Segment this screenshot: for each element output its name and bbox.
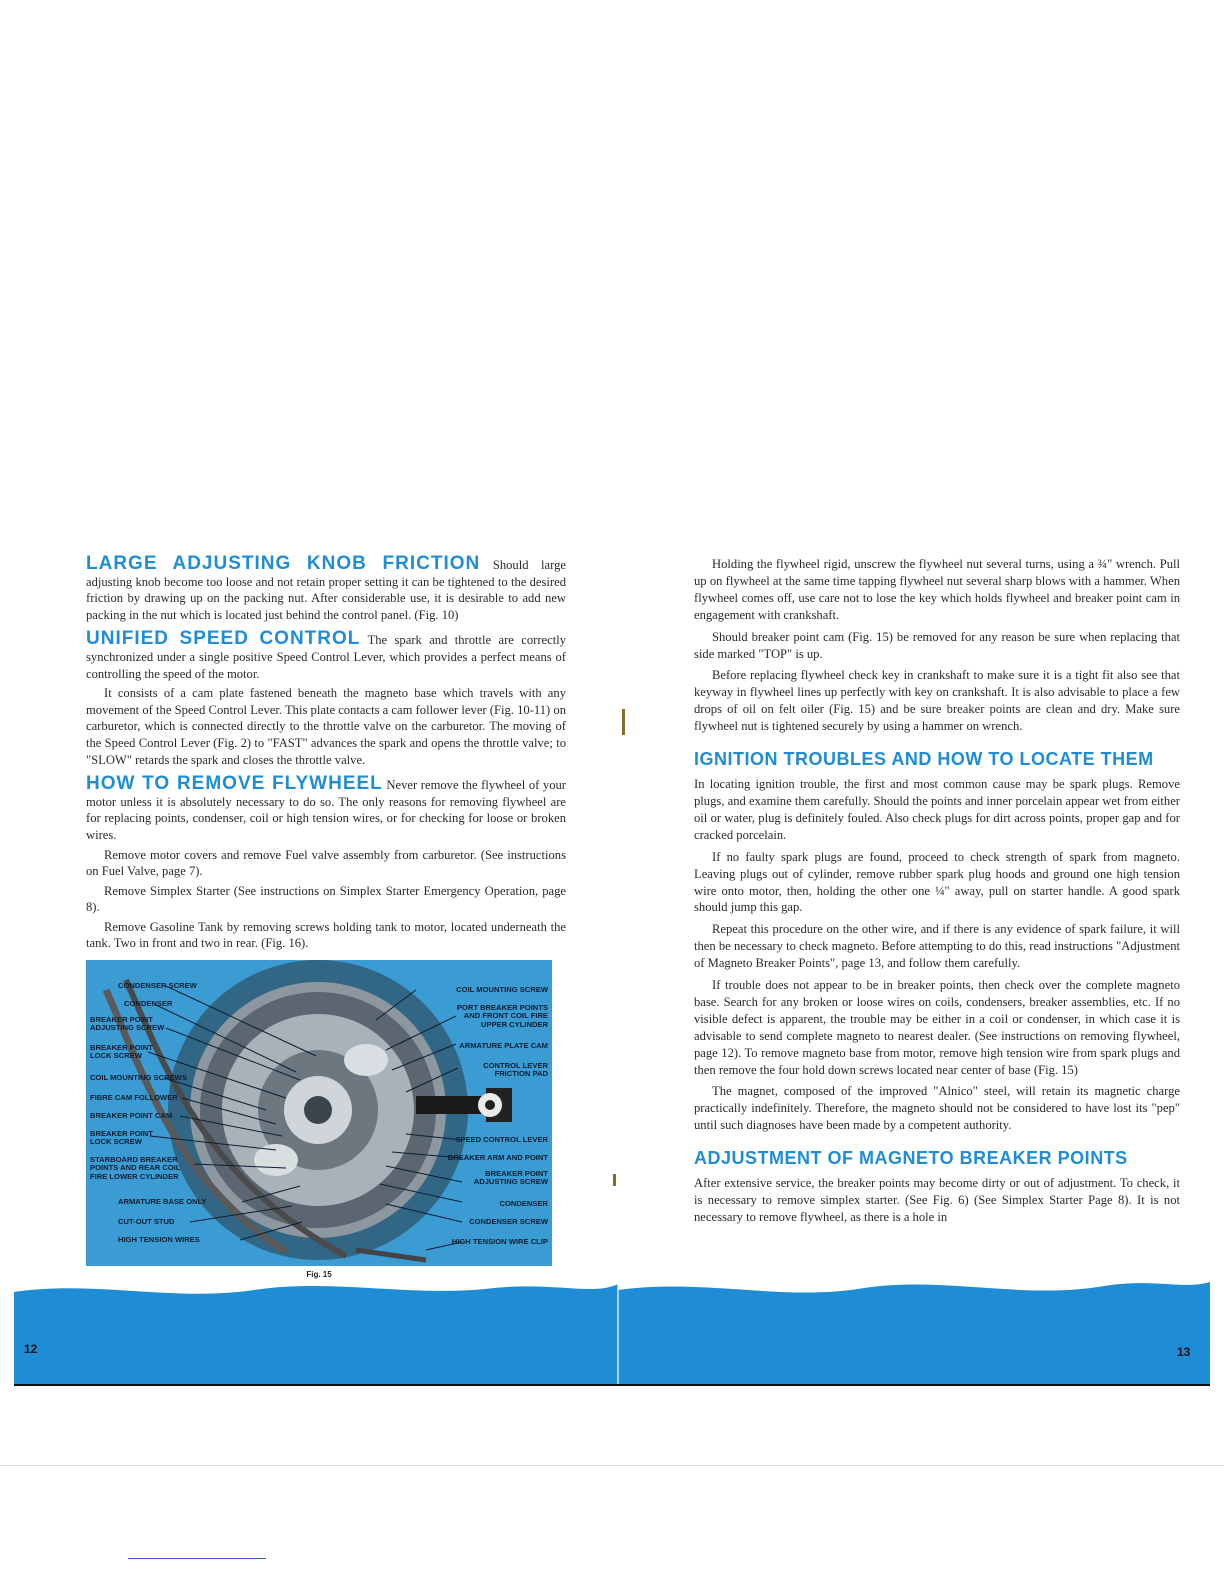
speed-control-text: The spark and throttle are correctly synchronized under a single positive Speed Control Lever, which provides a perfect means of controlling the speed of the motor.: [86, 633, 567, 681]
flywheel-heading: HOW TO REMOVE FLYWHEEL: [86, 773, 383, 795]
adjustment-heading: ADJUSTMENT OF MAGNETO BREAKER POINTS: [694, 1148, 1128, 1169]
knob-friction-heading: LARGE ADJUSTING KNOB FRICTION: [86, 553, 481, 574]
label-control-lever-friction-pad: CONTROL LEVER FRICTION PAD: [483, 1061, 548, 1079]
label-cut-out-stud: CUT-OUT STUD: [118, 1217, 175, 1227]
spine-mark-2: [613, 1174, 616, 1186]
flywheel-removal-paragraph: Holding the flywheel rigid, unscrew the flywheel nut several turns, using a ¾" wrench. Pull up on flywheel at the same time tapping flywheel nut several sharp blows with a hammer. When flywheel comes off, use care not to lose the key which holds flywheel and breaker point cam in engagement with crankshaft.: [694, 557, 1180, 622]
label-armature-plate-cam: ARMATURE PLATE CAM: [459, 1041, 548, 1051]
label-port-breaker-points: PORT BREAKER POINTS AND FRONT COIL FIRE UPPER CYLINDER: [456, 1003, 548, 1029]
speed-control-heading: UNIFIED SPEED CONTROL: [86, 628, 361, 650]
ignition-heading: IGNITION TROUBLES AND HOW TO LOCATE THEM: [694, 749, 1154, 770]
label-condenser-screw: CONDENSER SCREW: [118, 981, 197, 991]
breaker-cam-paragraph: Should breaker point cam (Fig. 15) be removed for any reason be sure when replacing that side marked "TOP" is up.: [694, 629, 1180, 661]
flywheel-paragraph-3: Remove Simplex Starter (See instructions on Simplex Starter Emergency Operation, page 8).: [86, 883, 566, 915]
label-breaker-arm-and-point: BREAKER ARM AND POINT: [447, 1153, 548, 1163]
blue-underline: [128, 1558, 266, 1559]
adjustment-paragraph-1: After extensive service, the breaker points may become dirty or out of adjustment. To check, it is necessary to remove simplex starter. (See Fig. 6) (See Simplex Starter Page 8). It is not necessary to remove flywheel, as there is a hole in: [694, 1176, 1180, 1224]
label-condenser-screw-right: CONDENSER SCREW: [469, 1217, 548, 1227]
label-fibre-cam-follower: FIBRE CAM FOLLOWER: [90, 1093, 178, 1103]
label-coil-mounting-screws: COIL MOUNTING SCREWS: [90, 1073, 187, 1083]
magneto-figure: [86, 960, 552, 1266]
speed-control-paragraph-2: It consists of a cam plate fastened beneath the magneto base which travels with any movement of the Speed Control Lever. This plate contacts a cam follower lever (Fig. 10-11) on carburetor, which is connected directly to the throttle valve on the carburetor. The moving of the Speed Control Lever (Fig. 2) to "FAST" advances the spark and opens the throttle valve; to "SLOW" retards the spark and closes the throttle valve.: [86, 686, 566, 767]
label-coil-mounting-screw: COIL MOUNTING SCREW: [456, 985, 548, 995]
left-page-column: [86, 553, 567, 1280]
label-high-tension-wires: HIGH TENSION WIRES: [118, 1235, 200, 1245]
spine-mark: [622, 709, 625, 735]
label-breaker-point-lock-screw-2: BREAKER POINT LOCK SCREW: [90, 1129, 153, 1147]
ignition-paragraph-1: In locating ignition trouble, the first and most common cause may be spark plugs. Remove plugs, and examine them carefully. Should the points and inner porcelain appear wet from either oil or water, plug is definitely fouled. Also check plugs for dirt across points, proper gap and for cracked porcelain.: [694, 777, 1180, 842]
knob-friction-paragraph: [86, 553, 566, 623]
label-speed-control-lever: SPEED CONTROL LEVER: [455, 1135, 548, 1145]
label-condenser: CONDENSER: [124, 999, 173, 1009]
page-number-right: 13: [1177, 1345, 1191, 1359]
label-condenser-right: CONDENSER: [499, 1199, 548, 1209]
flywheel-paragraph: [86, 773, 566, 843]
label-armature-base-only: ARMATURE BASE ONLY: [118, 1197, 207, 1207]
wave-footer: [14, 1276, 1210, 1386]
flywheel-paragraph-4: Remove Gasoline Tank by removing screws holding tank to motor, located underneath the tank. Two in front and two in rear. (Fig. 16).: [86, 919, 566, 951]
flywheel-key-paragraph: Before replacing flywheel check key in crankshaft to make sure it is a tight fit also see that keyway in flywheel lines up perfectly with key on crankshaft. It is also advisable to place a few drops of oil on felt oiler (Fig. 15) and be sure breaker points are clean and dry. Make sure flywheel nut is tightened securely by using a hammer on wrench.: [694, 668, 1180, 734]
label-breaker-point-cam: BREAKER POINT CAM: [90, 1111, 173, 1121]
booklet-spread: [14, 490, 1210, 1584]
bottom-rule: [0, 1465, 1224, 1466]
flywheel-text: Never remove the flywheel of your motor unless it is absolutely necessary to do so. The only reasons for removing flywheel are for replacing points, condenser, coil or high tension wires, or for checking for loose or broken wires.: [86, 778, 566, 842]
page-number-left: 12: [24, 1342, 38, 1356]
ignition-paragraph-4: If trouble does not appear to be in breaker points, then check over the complete magneto base. Search for any broken or loose wires on coils, condensers, breaker assemblies, etc. If no visible defect is apparent, the trouble may be either in a coil or condenser, in which case it is advisable to send complete magneto to nearest dealer. (See instructions on removing flywheel, page 12). To remove magneto base from motor, remove high tension wire from spark plugs and then remove the four hold down screws located near center of base (Fig. 15): [694, 978, 1180, 1077]
label-breaker-point-lock-screw: BREAKER POINT LOCK SCREW: [90, 1043, 153, 1061]
label-starboard-breaker-points: STARBOARD BREAKER POINTS AND REAR COIL FIRE LOWER CYLINDER: [90, 1155, 181, 1181]
ignition-paragraph-5: The magnet, composed of the improved "Alnico" steel, will retain its magnetic charge practically indefinitely. Therefore, the magneto should not be considered to have lost its "pep" until such diagnoses have been made by a competent authority.: [694, 1084, 1180, 1133]
knob-friction-text: Should large adjusting knob become too loose and not retain proper setting it can be tightened to the desired friction by drawing up on the packing nut. After considerable use, it is desirable to add new packing in the nut which is located just behind the control panel. (Fig. 10): [86, 558, 566, 622]
right-page-column: [694, 556, 1180, 1231]
figure-caption: Fig. 15: [306, 1270, 332, 1280]
label-high-tension-wire-clip: HIGH TENSION WIRE CLIP: [451, 1237, 548, 1247]
speed-control-paragraph: [86, 628, 567, 682]
ignition-paragraph-3: Repeat this procedure on the other wire, and if there is any evidence of spark failure, it will then be necessary to check magneto. Before attempting to do this, read instructions "Adjustment of Magneto Breaker Points", page 13, and follow them carefully.: [694, 922, 1180, 971]
label-breaker-point-adjusting-screw-right: BREAKER POINT ADJUSTING SCREW: [473, 1169, 548, 1187]
ignition-paragraph-2: If no faulty spark plugs are found, proceed to check strength of spark from magneto. Leaving plugs out of cylinder, remove rubber spark plug hoods and ground one high tension wire onto motor, then, holding the other one ¼" away, pull on starter handle. A good spark should jump this gap.: [694, 849, 1180, 915]
label-breaker-point-adjusting-screw: BREAKER POINT ADJUSTING SCREW: [90, 1015, 165, 1033]
flywheel-paragraph-2: Remove motor covers and remove Fuel valve assembly from carburetor. (See instructions on Fuel Valve, page 7).: [86, 847, 566, 879]
